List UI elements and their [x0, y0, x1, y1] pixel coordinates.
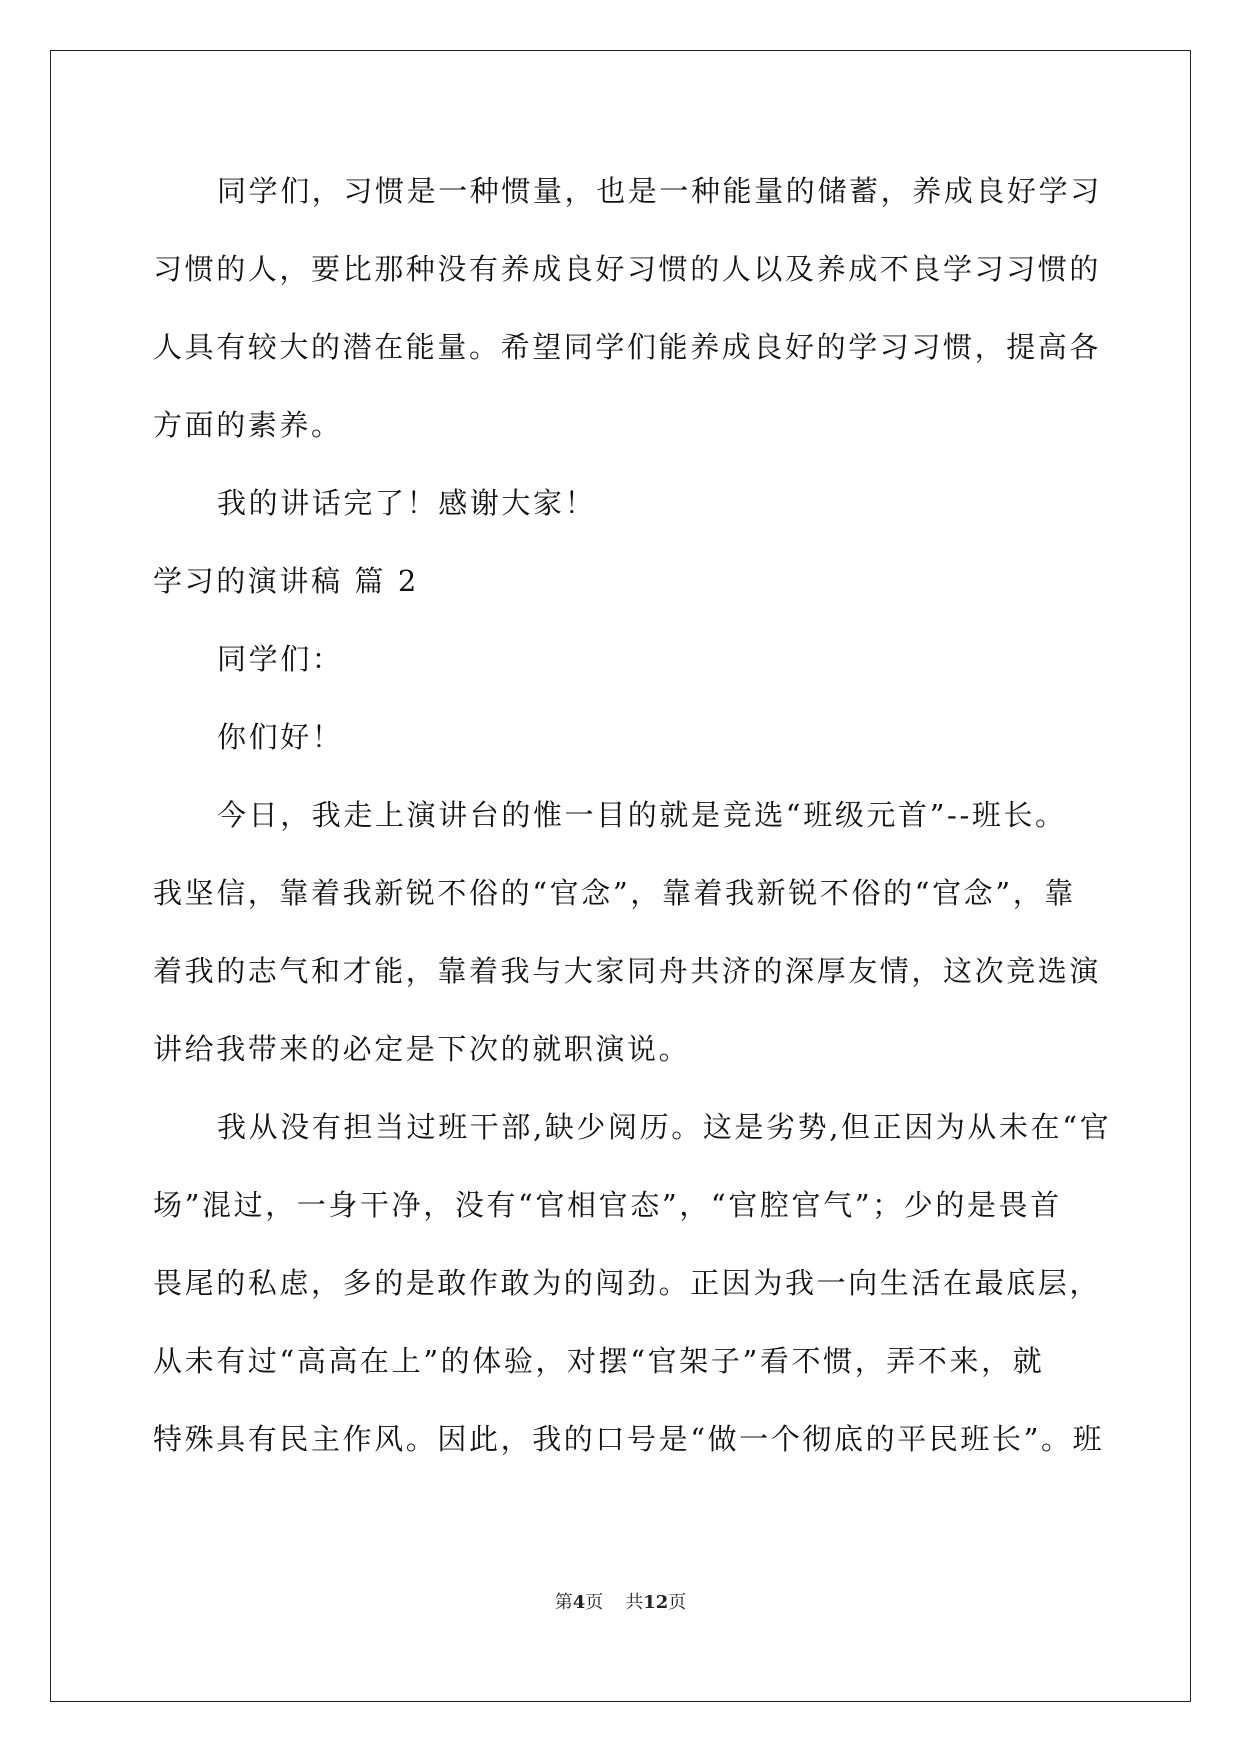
text-line: 同学们：: [217, 642, 344, 676]
text-line: 习惯的人，要比那种没有养成良好习惯的人以及养成不良学习习惯的: [153, 252, 1102, 286]
text-line: 特殊具有民主作风。因此，我的口号是“做一个彻底的平民班长”。班: [153, 1422, 1105, 1456]
text-line: 着我的志气和才能，靠着我与大家同舟共济的深厚友情，这次竞选演: [153, 954, 1102, 988]
page-footer: [0, 1588, 1241, 1614]
footer-total-pages: 12: [643, 1592, 669, 1613]
footer-total-prefix: 共: [625, 1592, 644, 1613]
footer-page-suffix: 页: [585, 1592, 604, 1613]
text-line: 我坚信，靠着我新锐不俗的“官念”，靠着我新锐不俗的“官念”，靠: [153, 876, 1076, 910]
text-line: 讲给我带来的必定是下次的就职演说。: [153, 1032, 691, 1066]
text-line: 从未有过“高高在上”的体验，对摆“官架子”看不惯，弄不来，就: [153, 1344, 1045, 1378]
text-line: 人具有较大的潜在能量。希望同学们能养成良好的学习习惯，提高各: [153, 330, 1102, 364]
text-line: 方面的素养。: [153, 408, 343, 442]
text-line: 场”混过，一身干净，没有“官相官态”，“官腔官气”；少的是畏首: [153, 1188, 1062, 1222]
footer-page-number: 4: [572, 1592, 586, 1613]
text-line: 你们好！: [217, 720, 344, 754]
text-line: 我从没有担当过班干部,缺少阅历。这是劣势,但正因为从未在“官: [217, 1110, 1112, 1144]
document-body: [153, 152, 1112, 1478]
text-line: 今日，我走上演讲台的惟一目的就是竞选“班级元首”--班长。: [217, 798, 1067, 832]
text-line: 我的讲话完了！感谢大家！: [217, 486, 597, 520]
text-line: 畏尾的私虑，多的是敢作敢为的闯劲。正因为我一向生活在最底层，: [153, 1266, 1102, 1300]
text-line: 学习的演讲稿 篇 2: [153, 564, 419, 598]
footer-prefix: 第: [554, 1592, 573, 1613]
text-line: 同学们，习惯是一种惯量，也是一种能量的储蓄，养成良好学习: [217, 174, 1102, 208]
footer-total-suffix: 页: [668, 1592, 687, 1613]
